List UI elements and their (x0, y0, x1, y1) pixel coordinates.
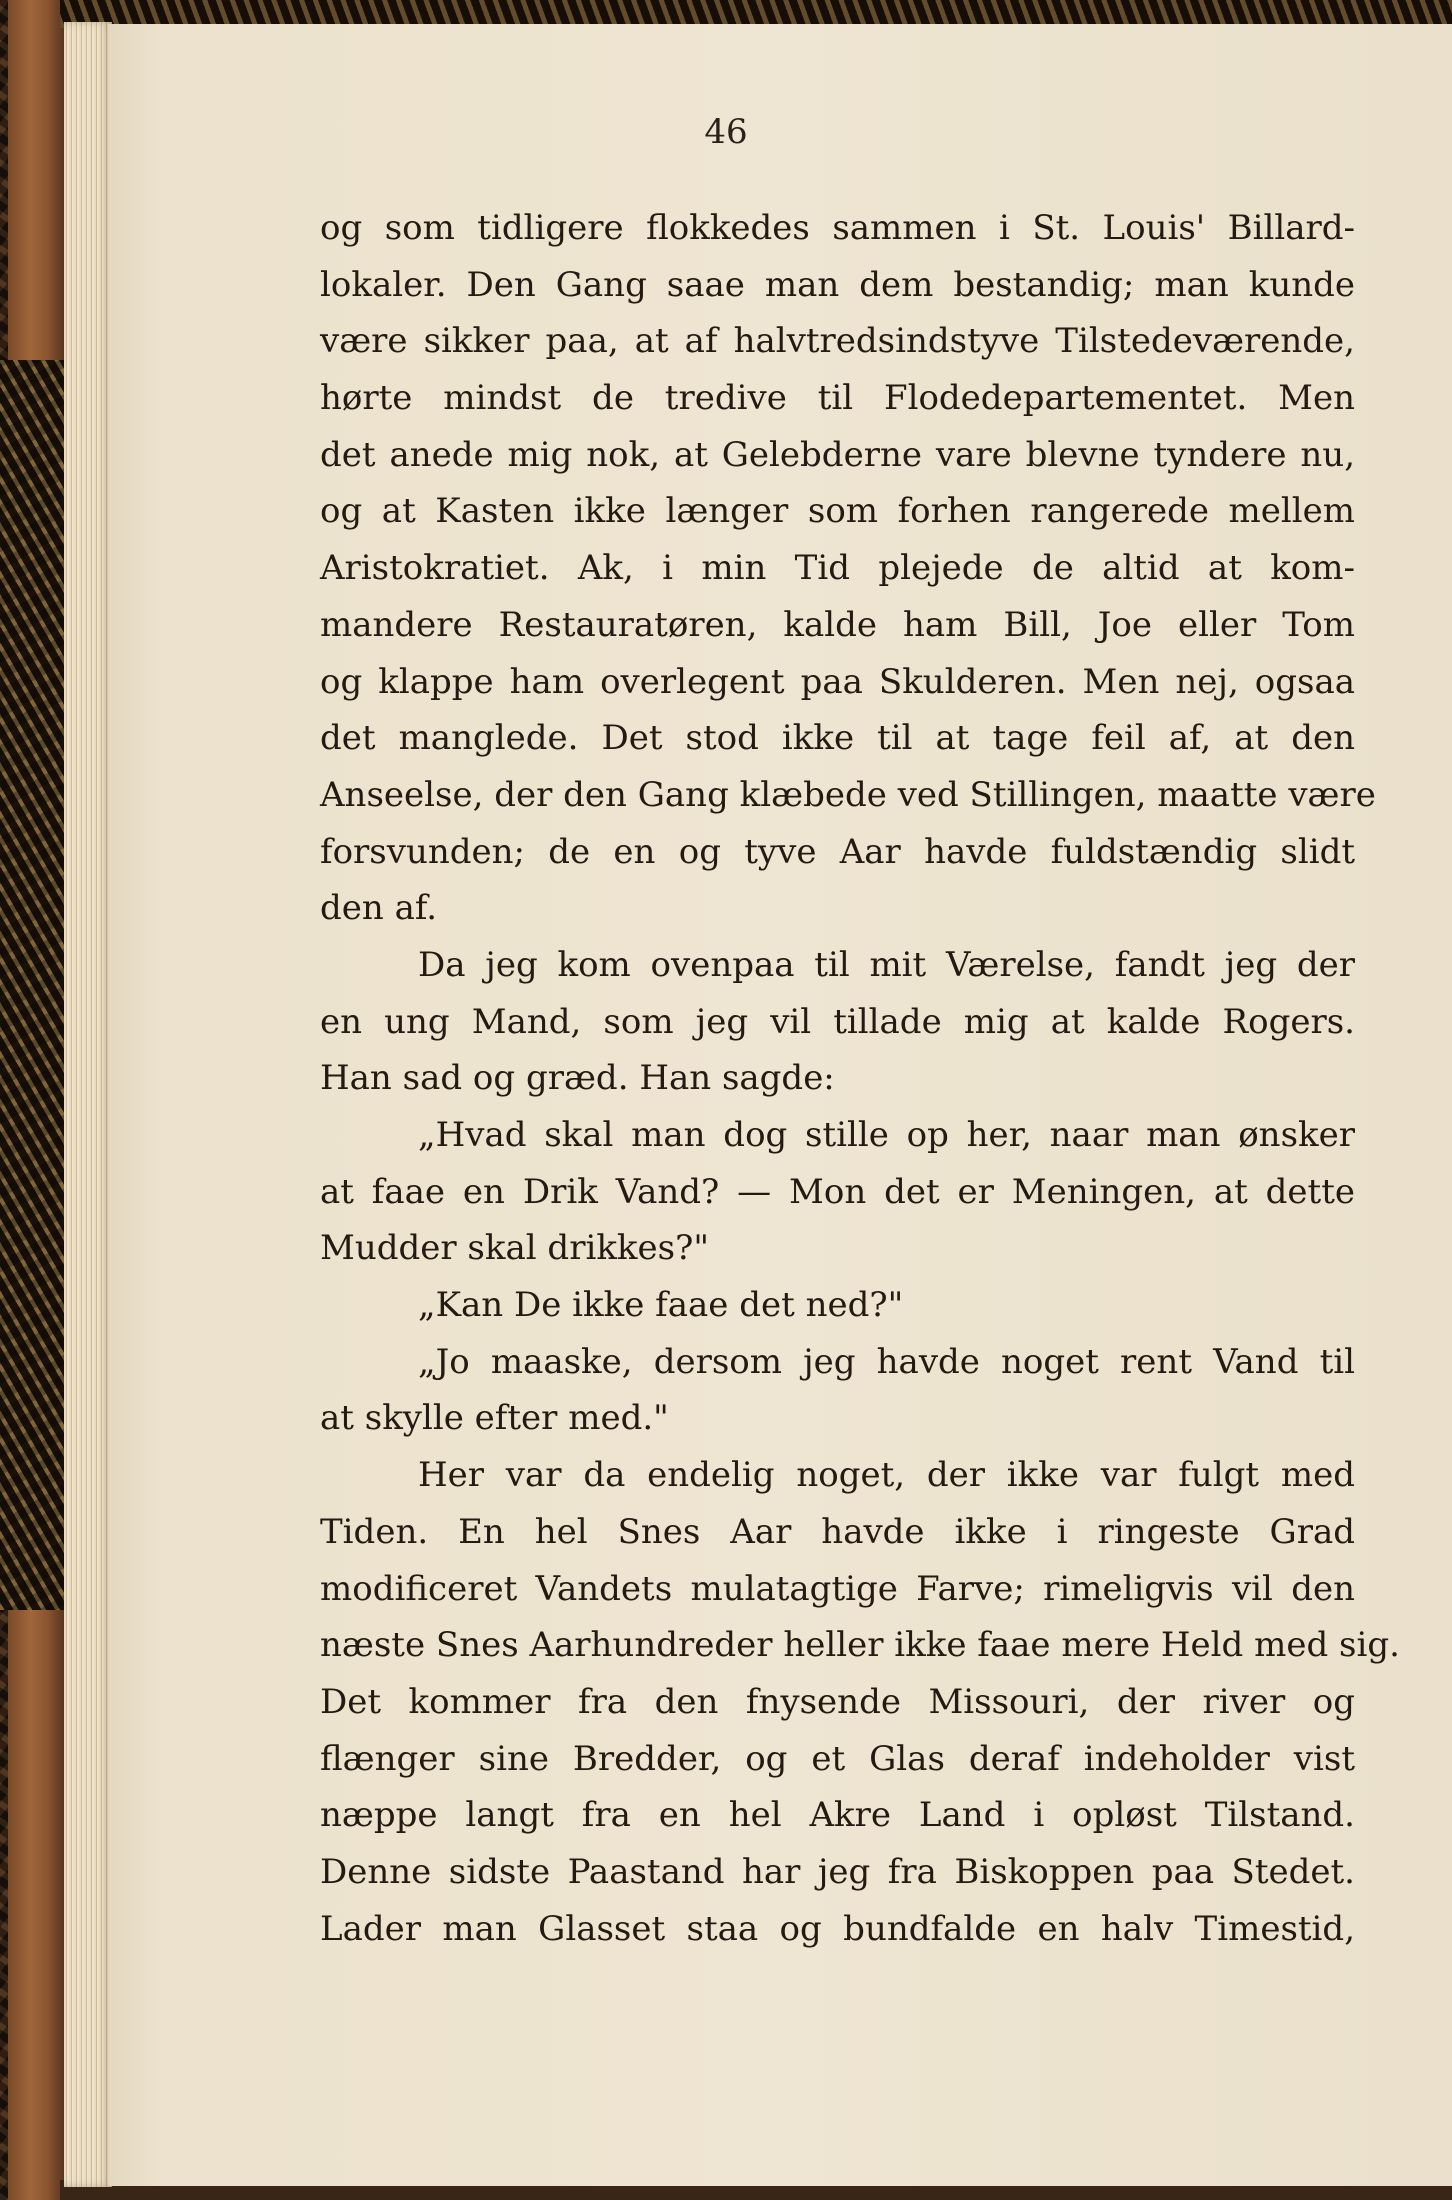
text-line: Aristokratiet. Ak, i min Tid plejede de altid at kom- (320, 548, 1355, 589)
text-line: en ung Mand, som jeg vil tillade mig at kalde Rogers. (320, 1001, 1355, 1042)
text-line: næste Snes Aarhundreder heller ikke faae mere Held med sig. (320, 1625, 1400, 1666)
text-line: og klappe ham overlegent paa Skulderen. Men nej, ogsaa (320, 661, 1355, 702)
text-line: at skylle efter med." (320, 1398, 669, 1439)
text-line: og at Kasten ikke længer som forhen rangerede mellem (320, 491, 1355, 532)
text-line: Det kommer fra den fnysende Missouri, der river og (320, 1681, 1355, 1722)
text-line: Lader man Glasset staa og bundfalde en halv Timestid, (320, 1908, 1355, 1949)
text-line: „Jo maaske, dersom jeg havde noget rent Vand til (418, 1341, 1355, 1382)
text-line: forsvunden; de en og tyve Aar havde fuldstændig slidt (320, 831, 1355, 872)
text-line: mandere Restauratøren, kalde ham Bill, Joe eller Tom (320, 604, 1355, 645)
text-line: Tiden. En hel Snes Aar havde ikke i ringeste Grad (320, 1511, 1355, 1552)
text-line: modificeret Vandets mulatagtige Farve; rimeligvis vil den (320, 1568, 1355, 1609)
text-line: Mudder skal drikkes?" (320, 1228, 709, 1269)
page-edges-stack (64, 22, 112, 2187)
text-line: hørte mindst de tredive til Flodedepartementet. Men (320, 378, 1355, 419)
marbled-cover-paper (0, 360, 70, 1610)
text-line: „Hvad skal man dog stille op her, naar man ønsker (418, 1115, 1355, 1155)
text-line: lokaler. Den Gang saae man dem bestandig; man kunde (320, 264, 1355, 305)
text-line: næppe langt fra en hel Akre Land i opløst Tilstand. (320, 1795, 1355, 1836)
text-line: Her var da endelig noget, der ikke var fulgt med (418, 1455, 1355, 1496)
text-line: Da jeg kom ovenpaa til mit Værelse, fandt jeg der (418, 944, 1355, 985)
text-line: Han sad og græd. Han sagde: (320, 1058, 835, 1099)
text-line: flænger sine Bredder, og et Glas deraf indeholder vist (320, 1738, 1355, 1779)
text-line: og som tidligere flokkedes sammen i St. Louis' Billard- (320, 208, 1355, 248)
text-line: være sikker paa, at af halvtredsindstyve Tilstedeværende, (320, 321, 1355, 362)
body-text (320, 200, 1400, 1957)
text-line: Denne sidste Paastand har jeg fra Biskoppen paa Stedet. (320, 1851, 1355, 1892)
page-number: 46 (704, 112, 748, 152)
text-line: den af. (320, 888, 438, 929)
text-line: „Kan De ikke faae det ned?" (418, 1285, 904, 1326)
text-line: det anede mig nok, at Gelebderne vare blevne tyndere nu, (320, 434, 1355, 475)
text-line: det manglede. Det stod ikke til at tage feil af, at den (320, 718, 1355, 759)
text-line: at faae en Drik Vand? — Mon det er Meningen, at dette (320, 1171, 1355, 1212)
text-line: Anseelse, der den Gang klæbede ved Stillingen, maatte være (320, 774, 1376, 815)
